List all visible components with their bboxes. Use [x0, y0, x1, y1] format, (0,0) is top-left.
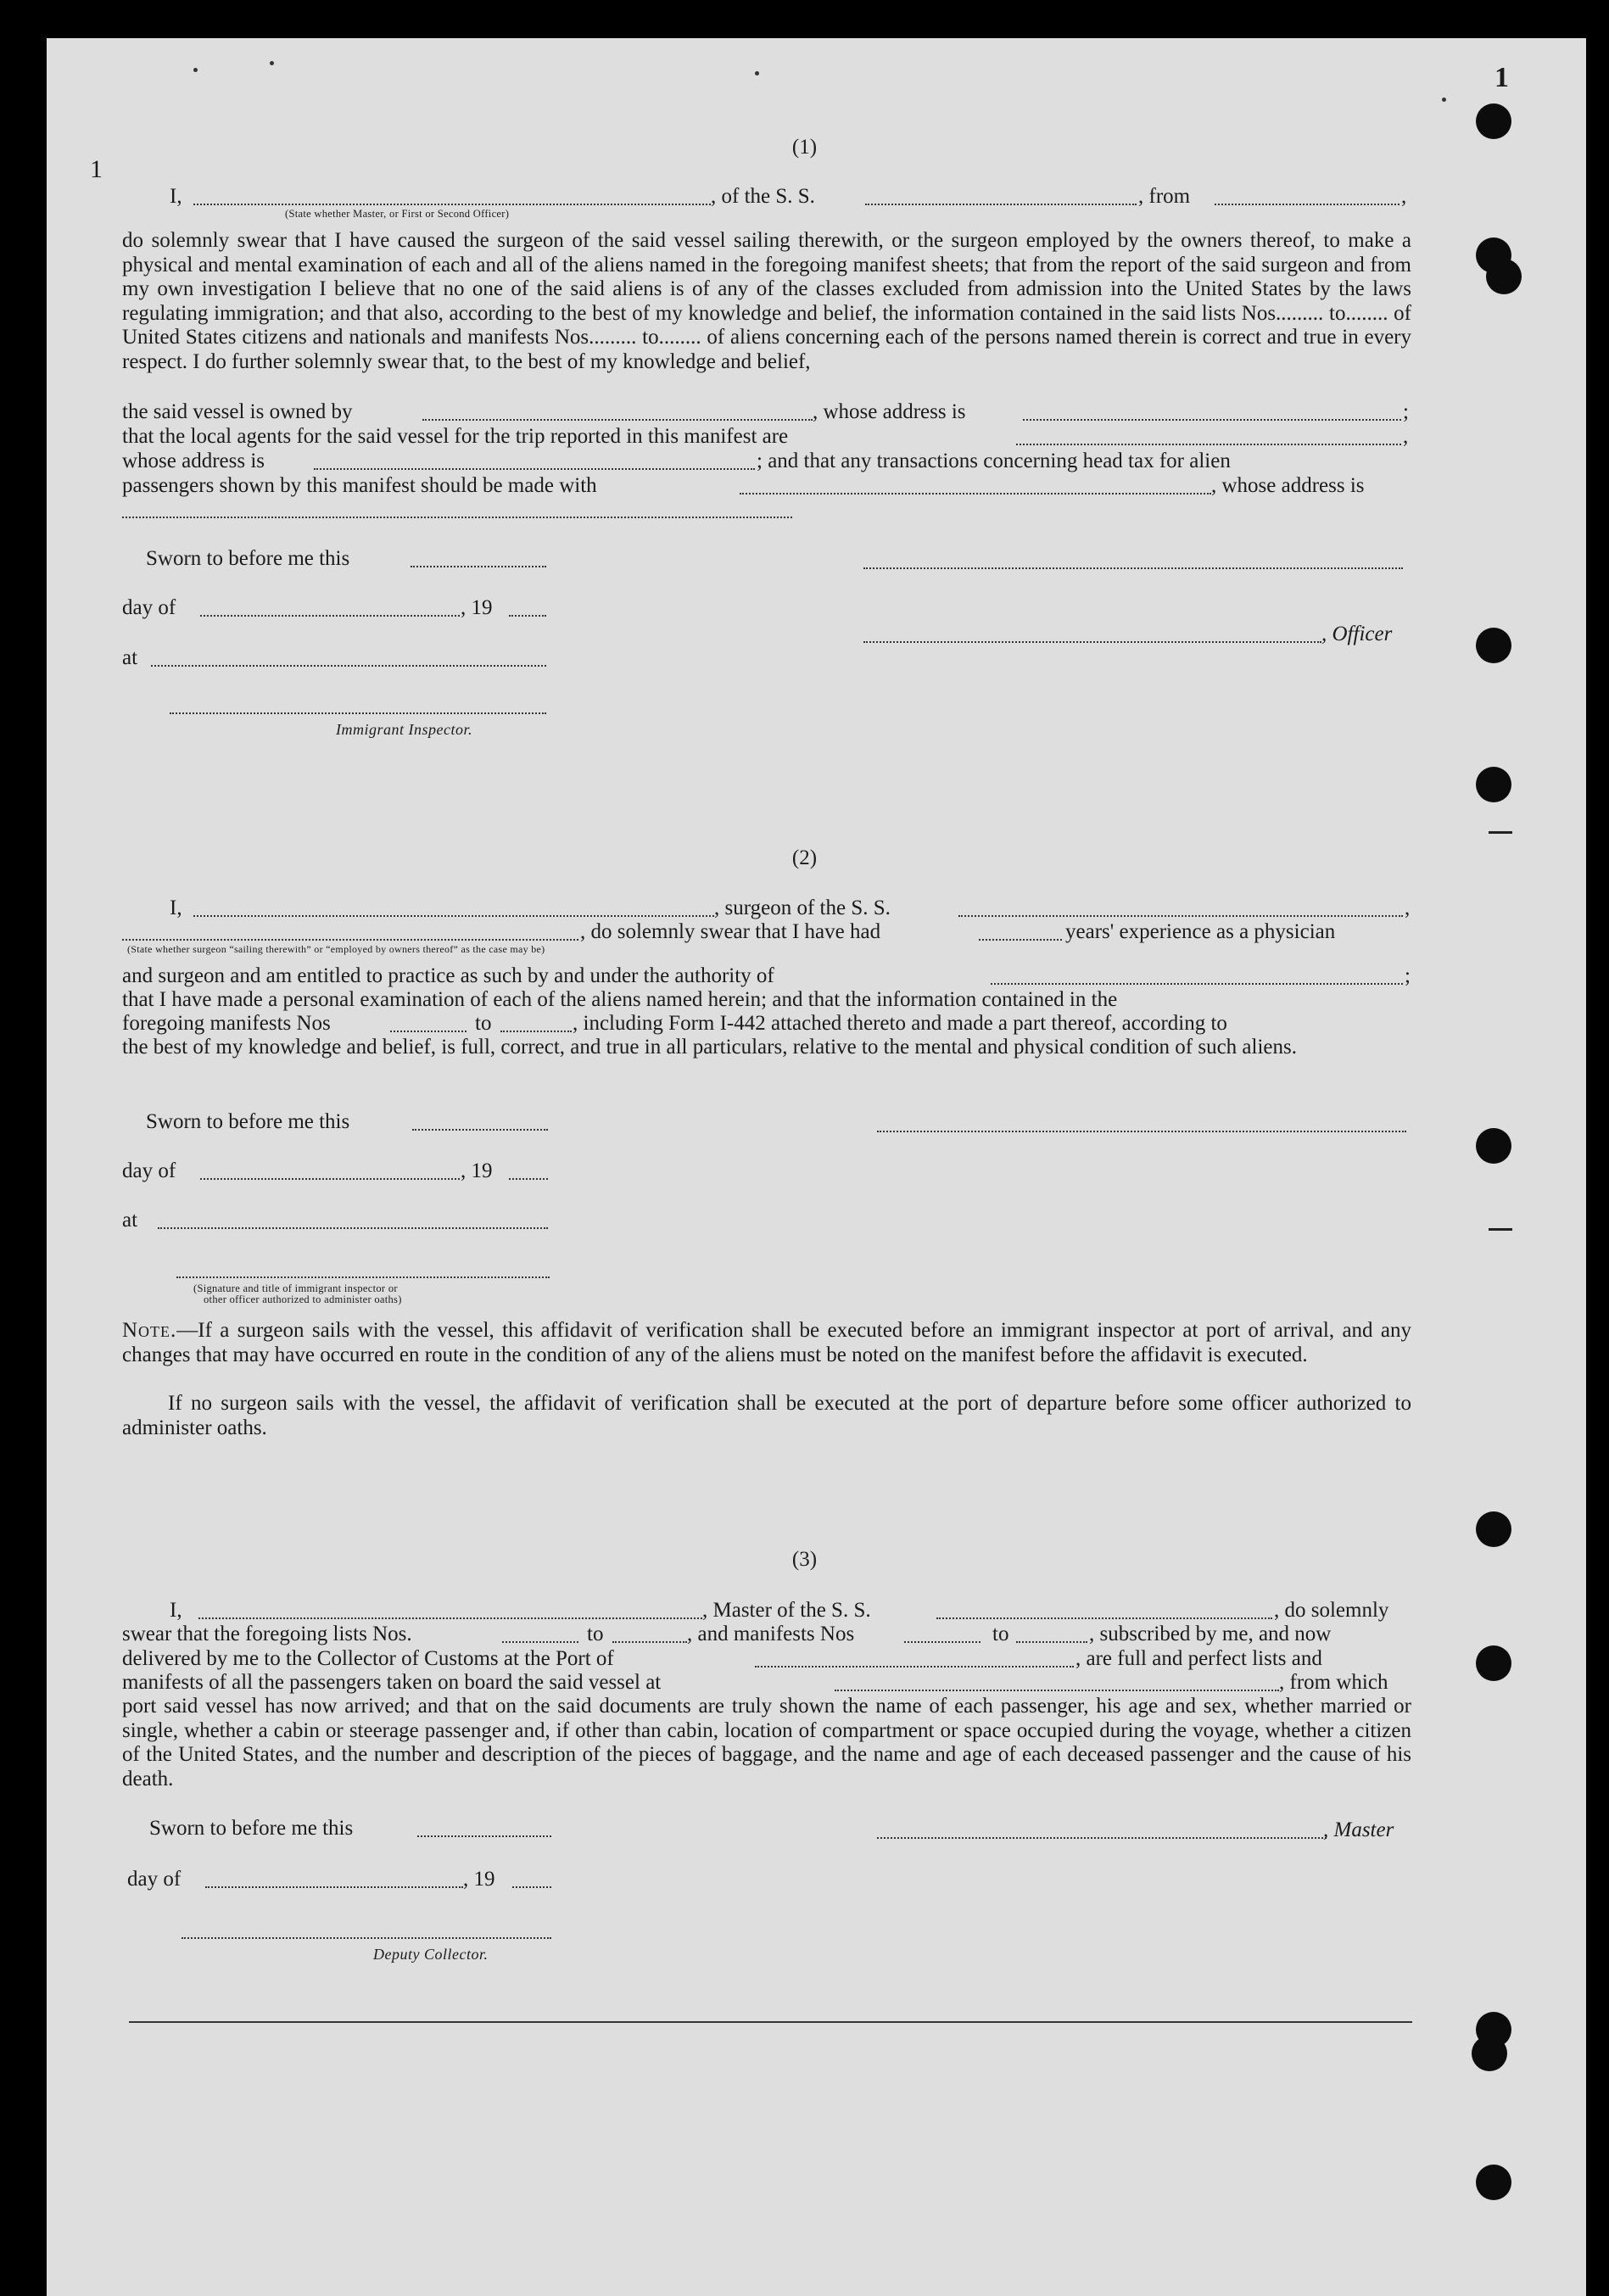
do-solemnly-label: , do solemnly: [1274, 1599, 1389, 1622]
ink-speck: [755, 71, 759, 75]
vessel-name-field[interactable]: [865, 204, 1137, 205]
day-of-label: day of: [127, 1868, 182, 1891]
comma: ,: [1403, 425, 1409, 448]
signature-caption-2: other officer authorized to administer oaths): [204, 1293, 402, 1305]
master-of-label: , Master of the S. S.: [702, 1599, 871, 1622]
lists-to-field[interactable]: [612, 1641, 687, 1643]
year-prefix: , 19: [461, 596, 493, 619]
semicolon: ;: [1403, 400, 1409, 423]
collector-signature-line[interactable]: [182, 1937, 551, 1939]
from-label: , from: [1138, 185, 1191, 208]
full-lists-label: , are full and perfect lists and: [1075, 1647, 1322, 1670]
taken-on-board-label: manifests of all the passengers taken on board the said vessel at: [122, 1671, 662, 1694]
punch-hole: [1486, 259, 1522, 294]
inspector-caption: Immigrant Inspector.: [336, 721, 472, 738]
of-the-ss-label: , of the S. S.: [711, 185, 815, 208]
authority-field[interactable]: [991, 983, 1403, 985]
master-signature-line[interactable]: [877, 1837, 1327, 1839]
lists-nos-label: swear that the foregoing lists Nos.: [122, 1623, 412, 1645]
manifests-from-field[interactable]: [904, 1641, 980, 1643]
master-title: , Master: [1323, 1818, 1394, 1841]
sec3-body: port said vessel has now arrived; and that on the said documents are truly shown the name of each passenger, his age and sex, whether married or single, whether a cabin or steerage passenger and, if other than cabin, location of compartment or space occupied during the voyage, whether a citizen of the United States, and the number and description of the pieces of baggage, and the name and age of each deceased passenger and the cause of his death.: [122, 1695, 1411, 1790]
rank-caption: (State whether Master, or First or Second Officer): [285, 208, 510, 220]
year-prefix: , 19: [463, 1868, 495, 1891]
year-field[interactable]: [509, 615, 546, 617]
sworn-label: Sworn to before me this: [149, 1817, 354, 1840]
manifests-to-field[interactable]: [1016, 1641, 1087, 1643]
sworn-label: Sworn to before me this: [146, 1110, 350, 1133]
bottom-rule: [129, 2021, 1412, 2023]
sworn-date-field[interactable]: [411, 566, 546, 567]
master-name-field[interactable]: [198, 1617, 702, 1619]
surgeon-name-field[interactable]: [193, 915, 714, 917]
officer-name-field[interactable]: [193, 204, 711, 205]
day-of-label: day of: [122, 596, 176, 619]
at-label: at: [122, 1209, 138, 1232]
contact-address-field[interactable]: [122, 517, 792, 518]
ink-speck: [193, 68, 198, 72]
subscribed-label: , subscribed by me, and now: [1089, 1623, 1332, 1645]
punch-hole: [1476, 767, 1511, 802]
lists-from-field[interactable]: [502, 1641, 578, 1643]
agents-label: that the local agents for the said vessel for the trip reported in this manifest are: [122, 425, 789, 448]
owner-field[interactable]: [422, 419, 813, 421]
officer-name-line[interactable]: [863, 641, 1321, 643]
note-1: [122, 1319, 1411, 1367]
note-1-text: —If a surgeon sails with the vessel, this affidavit of verification shall be executed before an immigrant inspector at port of arrival, and any changes that may have occurred en route in the condition of any of the aliens must be noted on the manifest before the affidavit is executed.: [122, 1319, 1411, 1366]
agents-address-label: whose address is: [122, 450, 265, 472]
semicolon: ;: [1405, 964, 1411, 987]
section-2-heading: (2): [791, 846, 818, 869]
sec2-vessel-field[interactable]: [958, 915, 1403, 917]
at-label: at: [122, 646, 138, 669]
sec2-body1: that I have made a personal examination of each of the aliens named herein; and that the information contained in the: [122, 988, 1118, 1011]
month-field[interactable]: [200, 615, 460, 617]
corner-mark: 1: [1494, 62, 1509, 93]
year-field[interactable]: [509, 1178, 548, 1180]
sworn-date-field[interactable]: [412, 1129, 548, 1131]
collector-caption: Deputy Collector.: [373, 1946, 489, 1963]
sworn-label: Sworn to before me this: [146, 547, 350, 570]
surgeon-status-field[interactable]: [122, 939, 578, 941]
signature-caption-1: (Signature and title of immigrant inspector or: [193, 1282, 398, 1294]
sec3-vessel-field[interactable]: [936, 1617, 1272, 1619]
section-1-heading: (1): [791, 136, 818, 159]
form-i442-text: , including Form I-442 attached thereto and made a part thereof, according to: [573, 1012, 1227, 1035]
collector-port-label: delivered by me to the Collector of Customs at the Port of: [122, 1647, 614, 1670]
sec2-i-label: I,: [170, 897, 182, 919]
year-prefix: , 19: [461, 1159, 493, 1182]
manifest-to-field[interactable]: [500, 1031, 572, 1032]
to-label: to: [992, 1623, 1009, 1645]
punch-hole: [1476, 628, 1511, 663]
ink-speck: [1442, 98, 1446, 102]
owner-address-field[interactable]: [1023, 419, 1401, 421]
note-heading: Note.: [122, 1319, 177, 1342]
surgeon-of-label: , surgeon of the S. S.: [714, 897, 891, 919]
manifests-nos-label: foregoing manifests Nos: [122, 1012, 331, 1035]
month-field[interactable]: [200, 1178, 460, 1180]
years-field[interactable]: [979, 939, 1062, 941]
inspector-signature-line[interactable]: [170, 712, 546, 714]
owned-by-label: the said vessel is owned by: [122, 400, 353, 423]
from-which-label: , from which: [1279, 1671, 1388, 1694]
from-port-field[interactable]: [1215, 204, 1399, 205]
sec1-body: do solemnly swear that I have caused the surgeon of the said vessel sailing therewith, or the surgeon employed by the owners thereof, to make a physical and mental examination of each and all of the aliens named in the foregoing manifest sheets; that from the report of the said surgeon and from my own investigation I believe that no one of the said aliens is of any of the classes excluded from admission into the United States by the laws regulating immigration; and that also, according to the best of my knowledge and belief, the information contained in the said lists Nos......... to........ of United States citizens and nationals and manifests Nos......... to........ of aliens concerning each of the persons named therein is correct and true in every respect. I do further solemnly swear that, to the best of my knowledge and belief,: [122, 229, 1411, 373]
punch-hole: [1472, 2036, 1507, 2071]
place-field[interactable]: [158, 1227, 548, 1229]
margin-tick: [1489, 1228, 1512, 1231]
to-label: to: [475, 1012, 492, 1035]
punch-hole: [1476, 2165, 1511, 2200]
day-of-label: day of: [122, 1159, 176, 1182]
passengers-label: passengers shown by this manifest should be made with: [122, 474, 597, 497]
margin-tick: [1489, 831, 1512, 834]
year-field[interactable]: [512, 1886, 551, 1888]
officer-signature-line[interactable]: [863, 567, 1403, 569]
month-field[interactable]: [205, 1886, 463, 1888]
agents-field[interactable]: [1016, 444, 1401, 445]
to-label: to: [587, 1623, 604, 1645]
surgeon-signature-line[interactable]: [877, 1131, 1406, 1132]
note-2: If no surgeon sails with the vessel, the affidavit of verification shall be executed at the port of departure before some officer authorized to administer oaths.: [122, 1392, 1411, 1439]
manifest-from-field[interactable]: [390, 1031, 466, 1032]
head-tax-contact-field[interactable]: [740, 493, 1211, 494]
surgeon-status-caption: (State whether surgeon “sailing therewith” or “employed by owners thereof” as the case may be): [127, 943, 545, 955]
margin-mark: 1: [90, 155, 103, 183]
punch-hole: [1476, 103, 1511, 139]
comma: ,: [1401, 185, 1407, 208]
administering-officer-signature-line[interactable]: [176, 1276, 550, 1278]
years-experience-label: years' experience as a physician: [1065, 920, 1336, 943]
manifests-nos-label: , and manifests Nos: [687, 1623, 855, 1645]
punch-hole: [1476, 1511, 1511, 1547]
swear-label: , do solemnly swear that I have had: [580, 920, 881, 943]
comma: ,: [1405, 897, 1411, 919]
sec2-body2: the best of my knowledge and belief, is full, correct, and true in all particulars, relative to the mental and physical condition of such aliens.: [122, 1036, 1297, 1059]
sec3-i-label: I,: [170, 1599, 182, 1622]
owner-address-label: , whose address is: [813, 400, 966, 423]
punch-hole: [1476, 1128, 1511, 1164]
ink-speck: [270, 61, 274, 65]
sec1-i-label: I,: [170, 185, 182, 208]
agents-address-field[interactable]: [314, 468, 755, 470]
authority-label: and surgeon and am entitled to practice as such by and under the authority of: [122, 964, 774, 987]
embarkation-port-field[interactable]: [835, 1690, 1279, 1691]
head-tax-text: ; and that any transactions concerning head tax for alien: [757, 450, 1231, 472]
punch-hole: [1476, 1645, 1511, 1681]
form-sheet: [47, 38, 1586, 2296]
place-field[interactable]: [151, 665, 546, 667]
port-field[interactable]: [755, 1666, 1074, 1668]
section-3-heading: (3): [791, 1548, 818, 1571]
officer-title: , Officer: [1321, 623, 1393, 645]
whose-address-label: , whose address is: [1211, 474, 1365, 497]
sworn-date-field[interactable]: [417, 1835, 551, 1837]
